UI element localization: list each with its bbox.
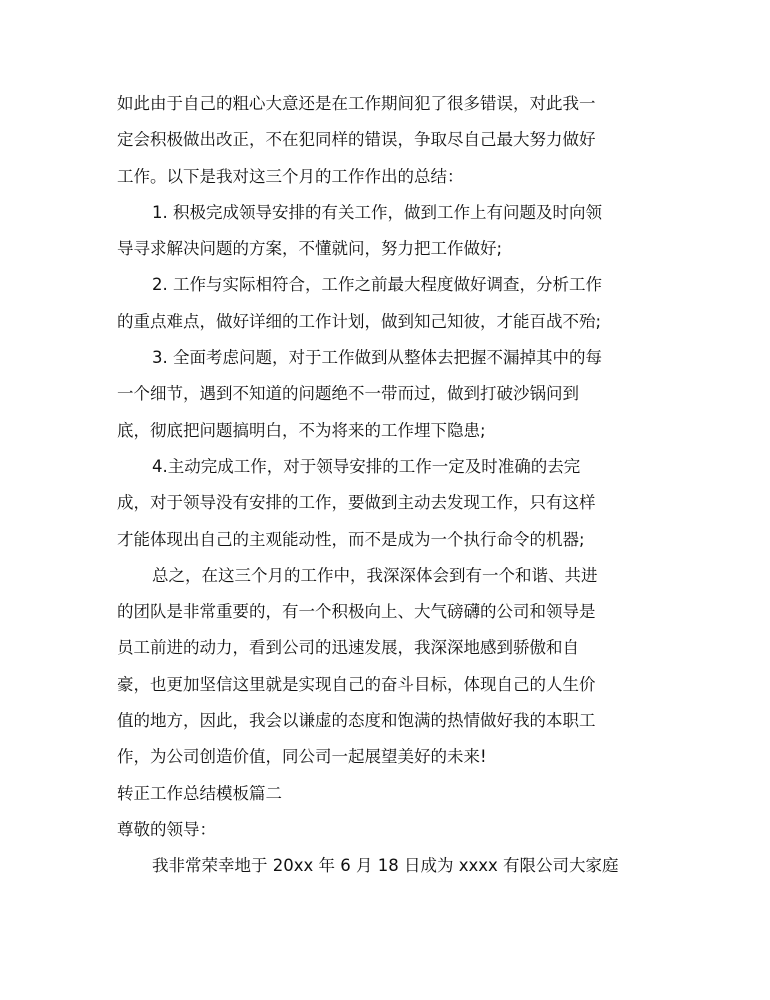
text-line: 值的地方，因此，我会以谦虚的态度和饱满的热情做好我的本职工 (117, 711, 596, 731)
text-line: 才能体现出自己的主观能动性，而不是成为一个执行命令的机器; (117, 529, 585, 549)
text-line: 转正工作总结模板篇二 (117, 783, 282, 803)
text-line: 总之，在这三个月的工作中，我深深体会到有一个和谐、共进 (152, 565, 598, 585)
text-line: 如此由于自己的粗心大意还是在工作期间犯了很多错误，对此我一 (117, 94, 596, 113)
text-line: 一个细节，遇到不知道的问题绝不一带而过，做到打破沙锅问到 (117, 384, 579, 404)
text-line: 的团队是非常重要的，有一个积极向上、大气磅礴的公司和领导是 (117, 602, 596, 622)
text-line: 底，彻底把问题搞明白，不为将来的工作埋下隐患; (117, 420, 486, 440)
text-line: 豪，也更加坚信这里就是实现自己的奋斗目标，体现自己的人生价 (117, 674, 596, 694)
text-line: 1. 积极完成领导安排的有关工作，做到工作上有问题及时向领 (152, 202, 602, 222)
text-line: 3. 全面考虑问题，对于工作做到从整体去把握不漏掉其中的每 (152, 348, 602, 368)
text-line: 2. 工作与实际相符合，工作之前最大程度做好调查，分析工作 (152, 275, 602, 295)
text-line: 4.主动完成工作，对于领导安排的工作一定及时准确的去完 (152, 456, 581, 476)
text-line: 员工前进的动力，看到公司的迅速发展，我深深地感到骄傲和自 (117, 638, 579, 658)
text-line: 导寻求解决问题的方案，不懂就问，努力把工作做好; (117, 239, 503, 259)
text-line: 定会积极做出改正，不在犯同样的错误，争取尽自己最大努力做好 (117, 130, 596, 150)
text-line: 作，为公司创造价值，同公司一起展望美好的未来! (117, 747, 487, 767)
text-line: 尊敬的领导： (117, 819, 216, 839)
text-line: 我非常荣幸地于 20xx 年 6 月 18 日成为 xxxx 有限公司大家庭 (152, 856, 619, 876)
text-line: 的重点难点，做好详细的工作计划，做到知己知彼，才能百战不殆; (117, 311, 602, 331)
text-line: 工作。以下是我对这三个月的工作作出的总结： (117, 166, 464, 186)
document-page (117, 86, 662, 885)
document-body (117, 86, 662, 885)
text-line: 成，对于领导没有安排的工作，要做到主动去发现工作，只有这样 (117, 493, 596, 513)
